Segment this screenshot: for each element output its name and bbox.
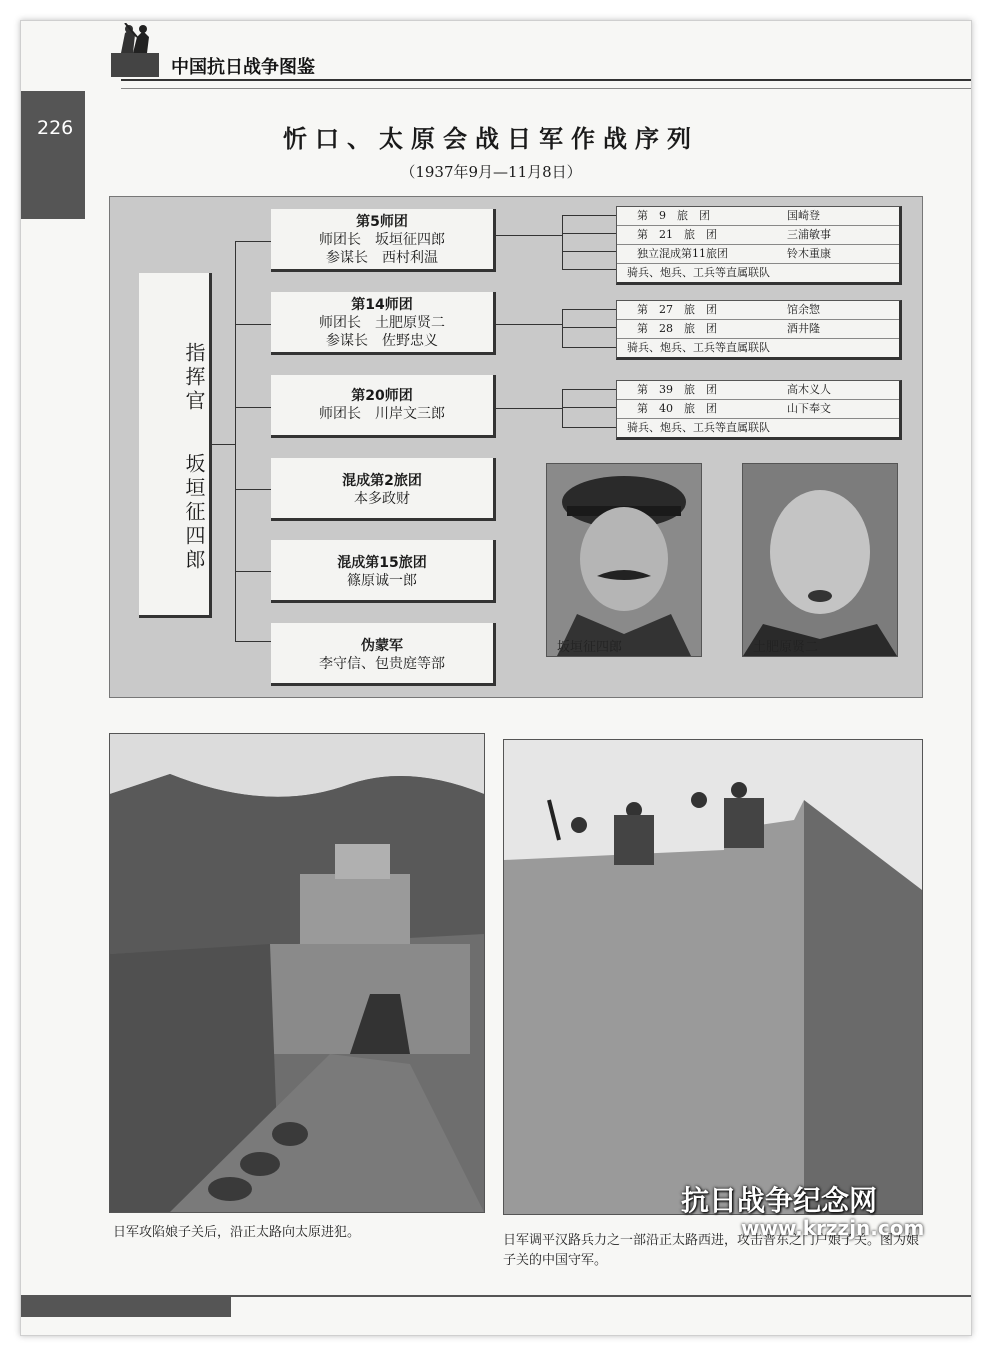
- commander-name: 坂垣征四郎: [182, 453, 206, 573]
- sub-unit-footer: 骑兵、炮兵、工兵等直属联队: [627, 266, 770, 279]
- page-title: 忻口、太原会战日军作战序列: [283, 124, 699, 153]
- header-rule-thin: [121, 88, 971, 89]
- connector-line: [562, 347, 616, 348]
- unit-name: 伪蒙军: [361, 638, 403, 654]
- unit-name: 第20师团: [351, 388, 413, 404]
- portrait-image: [547, 464, 701, 656]
- soldier-statue-icon: [111, 23, 159, 77]
- sub-unit-name: 第 27 旅 团: [637, 303, 717, 316]
- table-row: [617, 207, 899, 226]
- unit-line: 篠原诚一郎: [347, 573, 417, 589]
- unit-box-15th-mixed-brigade: [271, 540, 496, 603]
- sub-unit-name: 第 40 旅 团: [637, 402, 717, 415]
- portrait-image: [743, 464, 897, 656]
- sub-unit-leader: 铃木重康: [787, 247, 831, 260]
- sub-units-14th-division: [616, 300, 902, 360]
- sub-unit-footer: 骑兵、炮兵、工兵等直属联队: [627, 341, 770, 354]
- unit-box-14th-division: [271, 292, 496, 355]
- table-row: [617, 264, 899, 282]
- connector-line: [211, 444, 235, 445]
- connector-line: [235, 324, 271, 325]
- unit-box-puppet-mongol-army: [271, 623, 496, 686]
- table-row: [617, 226, 899, 245]
- unit-line: 参谋长 佐野忠义: [326, 333, 438, 349]
- unit-box-2nd-mixed-brigade: [271, 458, 496, 521]
- book-page: [20, 20, 972, 1336]
- sub-units-20th-division: [616, 380, 902, 440]
- page-subtitle: （1937年9月—11月8日）: [400, 163, 582, 181]
- footer-bar: [21, 1295, 231, 1317]
- photo-image: [110, 734, 484, 1212]
- unit-line: 师团长 川岸文三郎: [319, 406, 445, 422]
- connector-line: [562, 215, 563, 269]
- table-row: [617, 301, 899, 320]
- sub-units-5th-division: [616, 206, 902, 285]
- unit-box-20th-division: [271, 375, 496, 438]
- portrait-doihara: [742, 463, 898, 657]
- connector-line: [562, 327, 616, 328]
- table-row: [617, 320, 899, 339]
- connector-line: [562, 251, 616, 252]
- unit-line: 本多政财: [354, 491, 410, 507]
- sub-unit-name: 第 21 旅 团: [637, 228, 717, 241]
- connector-line: [235, 571, 271, 572]
- commander-label: 指挥官: [182, 342, 206, 414]
- watermark-text: 抗日战争纪念网: [681, 1184, 878, 1217]
- table-row: [617, 419, 899, 437]
- page-number-tab: [21, 91, 85, 219]
- watermark-url: www.krzzjn.com: [741, 1216, 925, 1240]
- footer-rule: [231, 1295, 971, 1297]
- photo-niangziguan-defenders: [503, 739, 923, 1215]
- commander-box: [139, 273, 212, 618]
- table-row: [617, 381, 899, 400]
- unit-line: 参谋长 西村利温: [326, 250, 438, 266]
- connector-line: [235, 241, 236, 641]
- book-title: 中国抗日战争图鉴: [171, 57, 315, 78]
- connector-line: [496, 324, 562, 325]
- portrait-caption: 坂垣征四郎: [557, 640, 623, 655]
- photo-caption-right: 日军调平汉路兵力之一部沿正太路西进，攻击晋东之门户娘子关。图为娘子关的中国守军。: [503, 1233, 920, 1268]
- sub-unit-leader: 酒井隆: [787, 322, 820, 335]
- connector-line: [235, 241, 271, 242]
- unit-line: 师团长 土肥原贤二: [319, 315, 445, 331]
- table-row: [617, 400, 899, 419]
- photo-image: [504, 740, 922, 1214]
- sub-unit-leader: 山下奉文: [787, 402, 831, 415]
- connector-line: [562, 309, 616, 310]
- connector-line: [496, 235, 562, 236]
- sub-unit-name: 第 39 旅 团: [637, 383, 717, 396]
- unit-line: 师团长 坂垣征四郎: [319, 232, 445, 248]
- connector-line: [235, 489, 271, 490]
- connector-line: [235, 641, 271, 642]
- unit-name: 混成第15旅团: [337, 555, 427, 571]
- table-row: [617, 339, 899, 357]
- connector-line: [562, 407, 616, 408]
- sub-unit-name: 第 28 旅 团: [637, 322, 717, 335]
- unit-line: 李守信、包贵庭等部: [319, 656, 445, 672]
- portrait-itagaki: [546, 463, 702, 657]
- sub-unit-name: 第 9 旅 团: [637, 209, 710, 222]
- unit-box-5th-division: [271, 209, 496, 272]
- portrait-caption: 土肥原贤二: [753, 640, 819, 655]
- sub-unit-leader: 国崎登: [787, 209, 820, 222]
- connector-line: [235, 407, 271, 408]
- connector-line: [496, 408, 562, 409]
- connector-line: [562, 389, 616, 390]
- sub-unit-name: 独立混成第11旅团: [637, 247, 728, 260]
- sub-unit-leader: 馆余惣: [787, 303, 820, 316]
- connector-line: [562, 389, 563, 427]
- connector-line: [562, 427, 616, 428]
- photo-caption-left: 日军攻陷娘子关后，沿正太路向太原进犯。: [113, 1225, 361, 1240]
- sub-unit-footer: 骑兵、炮兵、工兵等直属联队: [627, 421, 770, 434]
- page-number: 226: [37, 117, 74, 139]
- connector-line: [562, 215, 616, 216]
- sub-unit-leader: 三浦敏事: [787, 228, 831, 241]
- table-row: [617, 245, 899, 264]
- sub-unit-leader: 高木义人: [787, 383, 831, 396]
- unit-name: 混成第2旅团: [342, 473, 422, 489]
- connector-line: [562, 269, 616, 270]
- photo-niangziguan-road: [109, 733, 485, 1213]
- connector-line: [562, 309, 563, 347]
- connector-line: [562, 233, 616, 234]
- unit-name: 第14师团: [351, 297, 413, 313]
- header-rule: [121, 79, 971, 81]
- unit-name: 第5师团: [356, 214, 408, 230]
